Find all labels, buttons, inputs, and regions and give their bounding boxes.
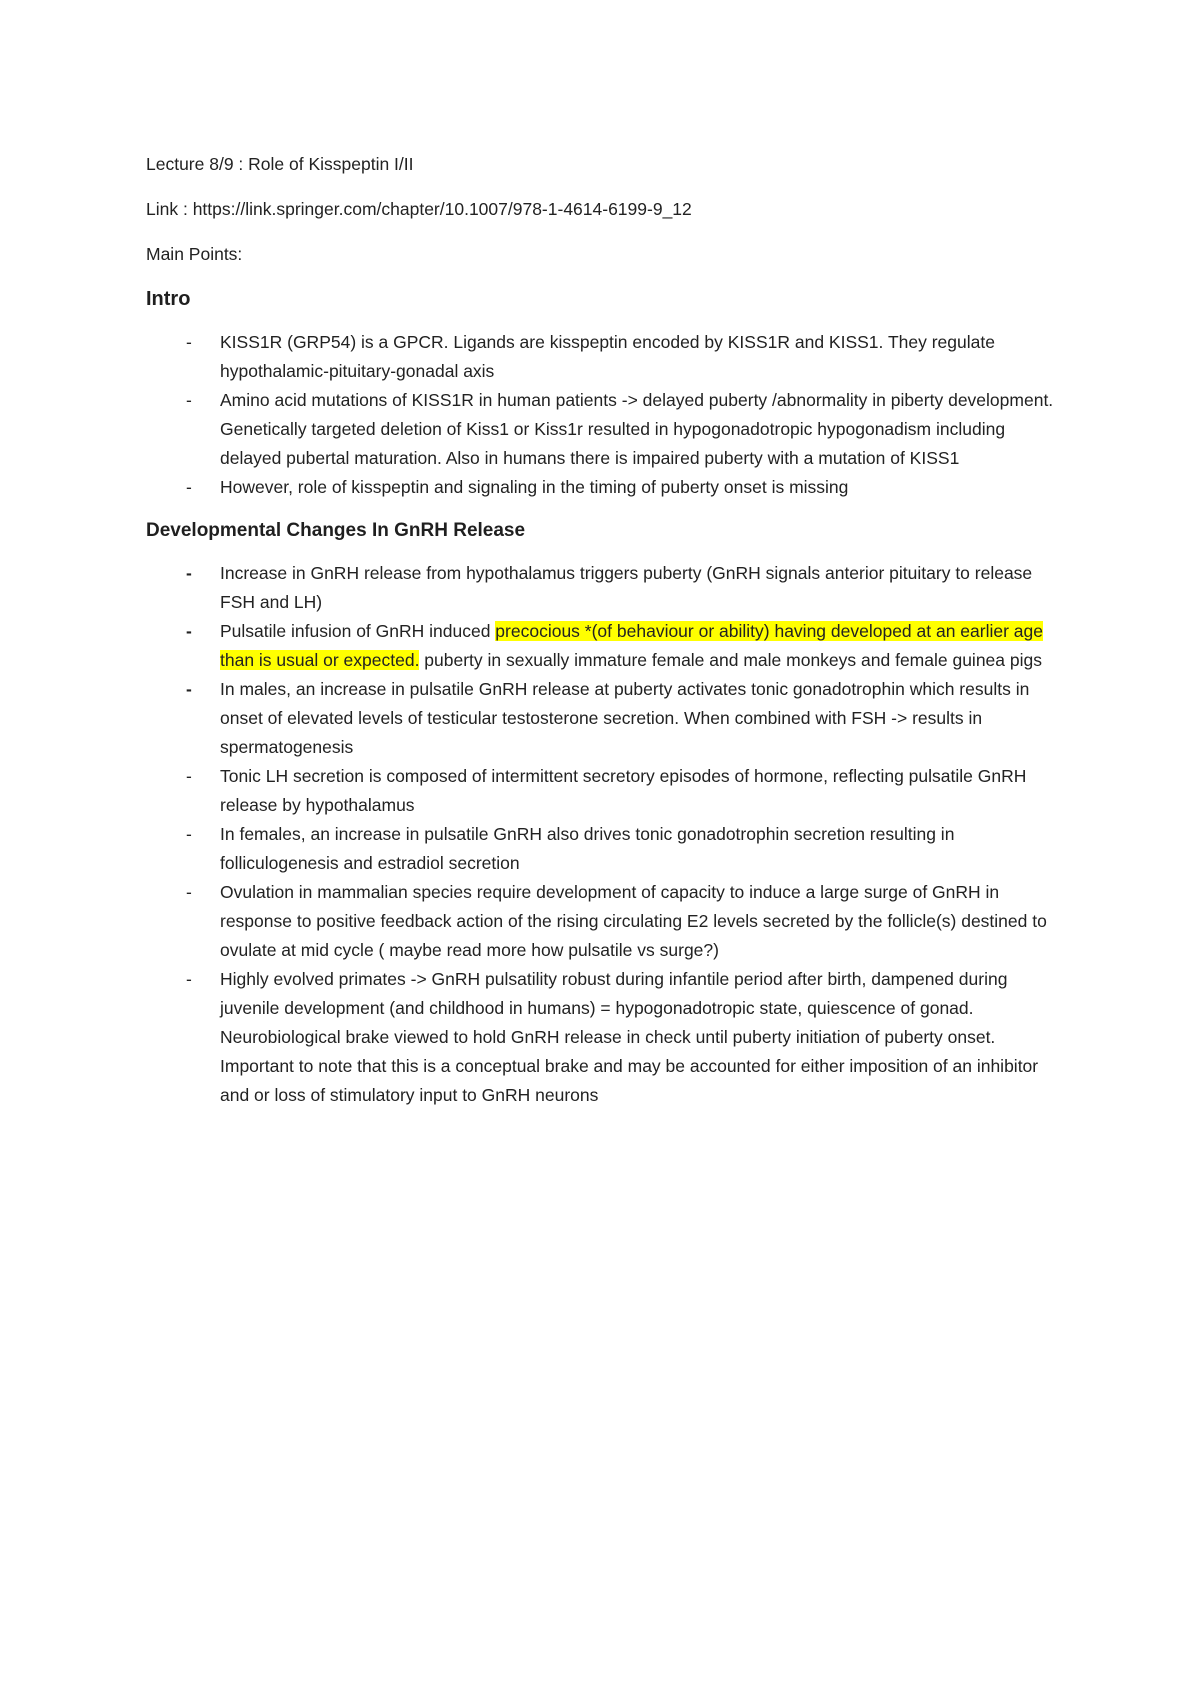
bullet-text-after: puberty in sexually immature female and male monkeys and female guinea pigs — [419, 650, 1042, 670]
lecture-title-line: Lecture 8/9 : Role of Kisspeptin I/II — [146, 154, 414, 174]
bullet-dash: - — [186, 882, 192, 902]
developmental-bullet-list — [146, 559, 1066, 1110]
list-item — [146, 473, 1065, 502]
section-heading-intro: Intro — [146, 288, 191, 310]
list-item — [146, 820, 1065, 878]
highlighted-definition: precocious *(of behaviour or ability) having developed at an earlier age than is usual or expected. — [220, 621, 1043, 670]
main-points-label: Main Points: — [146, 244, 243, 264]
bullet-text: In females, an increase in pulsatile GnRH also drives tonic gonadotrophin secretion resulting in folliculogenesis and estradiol secretion — [220, 824, 955, 873]
intro-bullet-list — [146, 328, 1066, 502]
list-item — [146, 675, 1065, 762]
bullet-text: Highly evolved primates -> GnRH pulsatility robust during infantile period after birth, dampened during juvenile development (and childhood in humans) = hypogonadotropic state, quiescence of gonad. Neurobiological brake viewed to hold GnRH release in check until puberty initiation of puberty onset. Important to note that this is a conceptual brake and may be accounted for either imposition of an inhibitor and or loss of stimulatory input to GnRH neurons — [220, 969, 1039, 1105]
section-heading-developmental-changes: Developmental Changes In GnRH Release — [146, 520, 526, 541]
list-item — [146, 965, 1065, 1110]
bullet-text: Tonic LH secretion is composed of intermittent secretory episodes of hormone, reflecting pulsatile GnRH release by hypothalamus — [220, 766, 1027, 815]
bullet-text: Ovulation in mammalian species require development of capacity to induce a large surge of GnRH in response to positive feedback action of the rising circulating E2 levels secreted by the follicle(s) destined to ovulate at mid cycle ( maybe read more how pulsatile vs surge?) — [220, 882, 1047, 960]
bullet-dash: - — [186, 824, 192, 844]
document-body — [146, 150, 1066, 1110]
list-item — [146, 386, 1065, 473]
bullet-dash: - — [186, 332, 192, 352]
list-item — [146, 328, 1065, 386]
list-item — [146, 762, 1065, 820]
bullet-dash: - — [186, 969, 192, 989]
bullet-dash: - — [186, 563, 192, 583]
bullet-text: KISS1R (GRP54) is a GPCR. Ligands are kisspeptin encoded by KISS1R and KISS1. They regulate hypothalamic-pituitary-gonadal axis — [220, 332, 995, 381]
bullet-dash: - — [186, 477, 192, 497]
bullet-text: In males, an increase in pulsatile GnRH release at puberty activates tonic gonadotrophin which results in onset of elevated levels of testicular testosterone secretion. When combined with FSH -> results in spermatogenesis — [220, 679, 1030, 757]
list-item — [146, 617, 1065, 675]
bullet-dash: - — [186, 766, 192, 786]
list-item — [146, 878, 1065, 965]
bullet-text-before: Pulsatile infusion of GnRH induced — [220, 621, 496, 641]
bullet-text: However, role of kisspeptin and signaling in the timing of puberty onset is missing — [220, 477, 849, 497]
list-item — [146, 559, 1065, 617]
bullet-dash: - — [186, 621, 192, 641]
bullet-dash: - — [186, 390, 192, 410]
bullet-text: Amino acid mutations of KISS1R in human patients -> delayed puberty /abnormality in piberty development. Genetically targeted deletion of Kiss1 or Kiss1r resulted in hypogonadotropic hypogonadism including delayed pubertal maturation. Also in humans there is impaired puberty with a mutation of KISS1 — [220, 390, 1054, 468]
bullet-text: Increase in GnRH release from hypothalamus triggers puberty (GnRH signals anterior pituitary to release FSH and LH) — [220, 563, 1033, 612]
link-line: Link : https://link.springer.com/chapter/10.1007/978-1-4614-6199-9_12 — [146, 199, 692, 219]
bullet-dash: - — [186, 679, 192, 699]
